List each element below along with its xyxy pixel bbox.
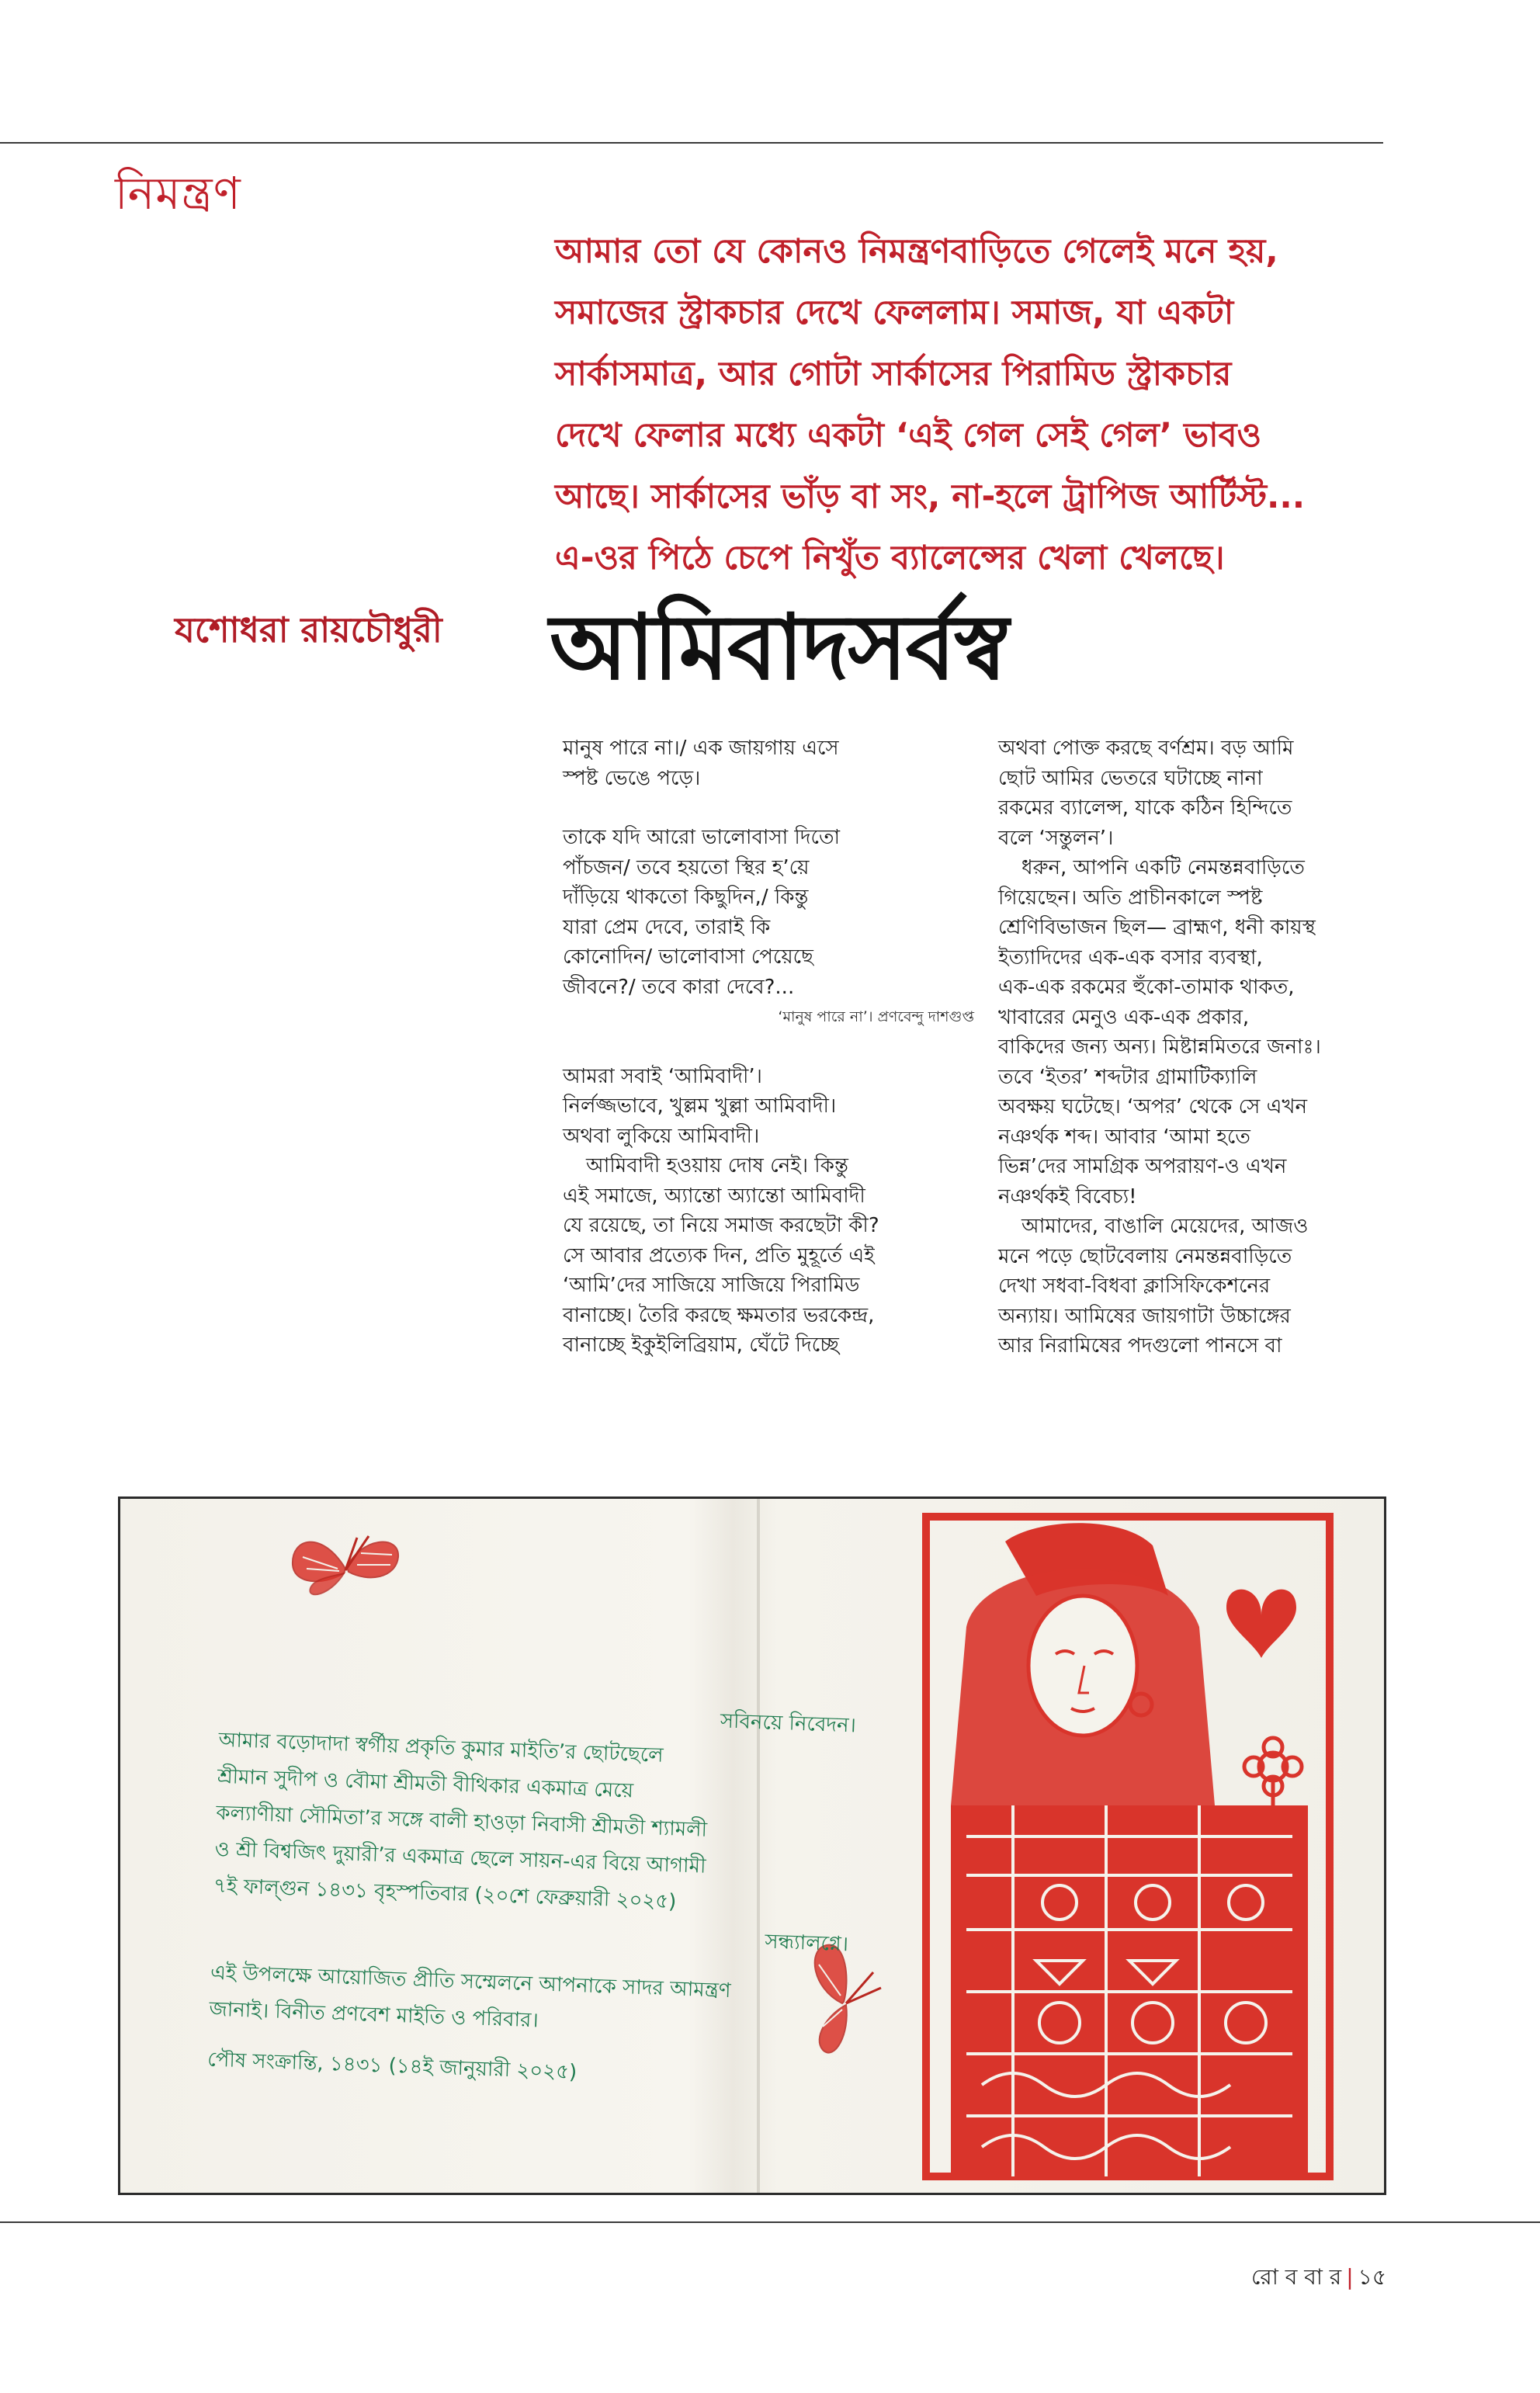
bottom-rule (0, 2221, 1540, 2223)
body-line: আমিবাদী হওয়ায় দোষ নেই। কিন্তু (586, 1154, 848, 1177)
body-line: যারা প্রেম দেবে, তারাই কি (563, 915, 771, 939)
body-line: বানাচ্ছে। তৈরি করছে ক্ষমতার ভরকেন্দ্র, (563, 1303, 875, 1327)
standfirst-line: এ-ওর পিঠে চেপে নিখুঁত ব্যালেন্সের খেলা খেলছে। (555, 539, 1225, 577)
body-line: ‘আমি’দের সাজিয়ে সাজিয়ে পিরামিড (563, 1274, 860, 1297)
article-column-left (563, 734, 997, 1361)
standfirst (555, 221, 1409, 589)
standfirst-line: সমাজের স্ট্রাকচার দেখে ফেললাম। সমাজ, যা একটা (555, 293, 1234, 332)
heart-icon (1226, 1590, 1296, 1658)
body-line: অন্যায়। আমিষের জায়গাটা উচ্চাঙ্গের (998, 1304, 1291, 1328)
body-line: বানাচ্ছে ইকুইলিব্রিয়াম, ঘেঁটে দিচ্ছে (563, 1333, 839, 1357)
body-line: নঞর্থকই বিবেচ্য! (998, 1184, 1137, 1209)
body-line: এক-এক রকমের হুঁকো-তামাক থাকত, (998, 976, 1295, 999)
body-line: অথবা লুকিয়ে আমিবাদী। (563, 1124, 760, 1148)
invitation-date: পৌষ সংক্রান্তি, ১৪৩১ (১৪ই জানুয়ারী ২০২৫) (206, 2048, 578, 2085)
top-rule (0, 142, 1383, 144)
body-line: মানুষ পারে না।/ এক জায়গায় এসে (563, 737, 839, 760)
body-line: ছোট আমির ভেতরে ঘটাচ্ছে নানা (998, 766, 1263, 790)
footer-separator: | (1346, 2264, 1354, 2290)
standfirst-line: দেখে ফেলার মধ্যে একটা ‘এই গেল সেই গেল’ ভাবও (555, 416, 1262, 455)
author-byline: যশোধরা রায়চৌধুরী (175, 609, 442, 650)
body-line: ধরুন, আপনি একটি নেমন্তন্নবাড়িতে (1021, 856, 1305, 879)
body-line: এই সমাজে, অ্যান্তো অ্যান্তো আমিবাদী (563, 1184, 865, 1208)
body-line: আর নিরামিষের পদগুলো পানসে বা (998, 1334, 1282, 1358)
body-line: তাকে যদি আরো ভালোবাসা দিতো (563, 826, 841, 849)
body-line: বলে ‘সন্তুলন’। (998, 826, 1114, 850)
body-line: অথবা পোক্ত করছে বর্ণশ্রম। বড় আমি (998, 737, 1294, 760)
article-headline: আমিবাদসর্বস্ব (550, 595, 1008, 700)
page-number: ১৫ (1358, 2264, 1386, 2290)
body-line: বাকিদের জন্য অন্য। মিষ্টান্নমিতরে জনাঃ। (998, 1035, 1321, 1059)
body-line: পাঁচজন/ তবে হয়তো স্থির হ’য়ে (563, 855, 810, 879)
body-line: তবে ‘ইতর’ শব্দটার গ্রামাটিক্যালি (998, 1065, 1257, 1089)
body-line: আমাদের, বাঙালি মেয়েদের, আজও (1021, 1215, 1309, 1238)
invitation-line: ৭ই ফাল্গুন ১৪৩১ বৃহস্পতিবার (২০শে ফেব্রুয়ারী ২০২৫) (213, 1874, 677, 1914)
body-line: মনে পড়ে ছোটবেলায় নেমন্তন্নবাড়িতে (998, 1244, 1292, 1268)
invitation-line: এই উপলক্ষে আয়োজিত প্রীতি সম্মেলনে আপনাকে সাদর আমন্ত্রণ (210, 1961, 732, 2003)
body-line: দাঁড়িয়ে থাকতো কিছুদিন,/ কিন্তু (563, 886, 809, 909)
body-line: রকমের ব্যালেন্স, যাকে কঠিন হিন্দিতে (998, 796, 1292, 820)
page-footer (1251, 2260, 1386, 2297)
invitation-line: আমার বড়োদাদা স্বর্গীয় প্রকৃতি কুমার মাইতি’র ছোটছেলে (218, 1728, 664, 1767)
invitation-line: কল্যাণীয়া সৌমিতা’র সঙ্গে বালী হাওড়া নিবাসী শ্রীমতী শ্যামলী (215, 1801, 708, 1842)
invitation-time: সন্ধ্যালগ্নে। (764, 1930, 849, 1957)
butterfly-icon (283, 1522, 408, 1607)
body-line: নঞর্থক শব্দ। আবার ‘আমা হতে (998, 1125, 1250, 1149)
body-line: আমরা সবাই ‘আমিবাদী’। (563, 1064, 762, 1088)
standfirst-line: আছে। সার্কাসের ভাঁড় বা সং, না-হলে ট্রাপিজ আর্টিস্ট... (555, 477, 1306, 516)
invitation-line: জানাই। বিনীত প্রণবেশ মাইতি ও পরিবার। (209, 1997, 539, 2033)
invitation-line: ও শ্রী বিশ্বজিৎ দুয়ারী’র একমাত্র ছেলে সায়ন-এর বিয়ে আগামী (214, 1837, 706, 1878)
body-line: জীবনে?/ তবে কারা দেবে?... (563, 975, 795, 999)
section-tag: নিমন্ত্রণ (115, 167, 241, 220)
body-line: যে রয়েছে, তা নিয়ে সমাজ করছেটা কী? (563, 1214, 879, 1237)
article-column-right (998, 734, 1433, 1361)
magazine-name: রো ব বা র (1250, 2264, 1342, 2290)
body-line: অবক্ষয় ঘটেছে। ‘অপর’ থেকে সে এখন (998, 1095, 1307, 1118)
standfirst-line: সার্কাসমাত্র, আর গোটা সার্কাসের পিরামিড স্ট্রাকচার (555, 355, 1232, 394)
invitation-card-photo (118, 1496, 1386, 2195)
queen-of-hearts-card-illustration (920, 1510, 1339, 2186)
body-line: ভিন্ন’দের সামগ্রিক অপরায়ণ-ও এখন (998, 1155, 1287, 1178)
invitation-greeting: সবিনয়ে নিবেদন। (720, 1709, 857, 1738)
body-line: খাবারের মেনুও এক-এক প্রকার, (998, 1005, 1250, 1029)
body-line: নির্লজ্জভাবে, খুল্লম খুল্লা আমিবাদী। (563, 1094, 837, 1118)
invitation-line: শ্রীমান সুদীপ ও বৌমা শ্রীমতী বীথিকার একমাত্র মেয়ে (217, 1764, 634, 1803)
body-line: শ্রেণিবিভাজন ছিল— ব্রাহ্মণ, ধনী কায়স্থ (998, 916, 1316, 939)
invitation-text (206, 1686, 856, 2100)
standfirst-line: আমার তো যে কোনও নিমন্ত্রণবাড়িতে গেলেই মনে হয়, (555, 232, 1278, 271)
body-line: দেখা সধবা-বিধবা ক্লাসিফিকেশনের (998, 1275, 1271, 1298)
body-line: স্পষ্ট ভেঙে পড়ে। (563, 766, 701, 790)
body-line: কোনোদিন/ ভালোবাসা পেয়েছে (563, 945, 813, 969)
poem-citation: ‘মানুষ পারে না’। প্রণবেন্দু দাশগুপ্ত (778, 1008, 974, 1025)
body-line: সে আবার প্রত্যেক দিন, প্রতি মুহূর্তে এই (563, 1243, 875, 1268)
body-line: গিয়েছেন। অতি প্রাচীনকালে স্পষ্ট (998, 886, 1263, 910)
body-line: ইত্যাদিদের এক-এক বসার ব্যবস্থা, (998, 945, 1263, 969)
